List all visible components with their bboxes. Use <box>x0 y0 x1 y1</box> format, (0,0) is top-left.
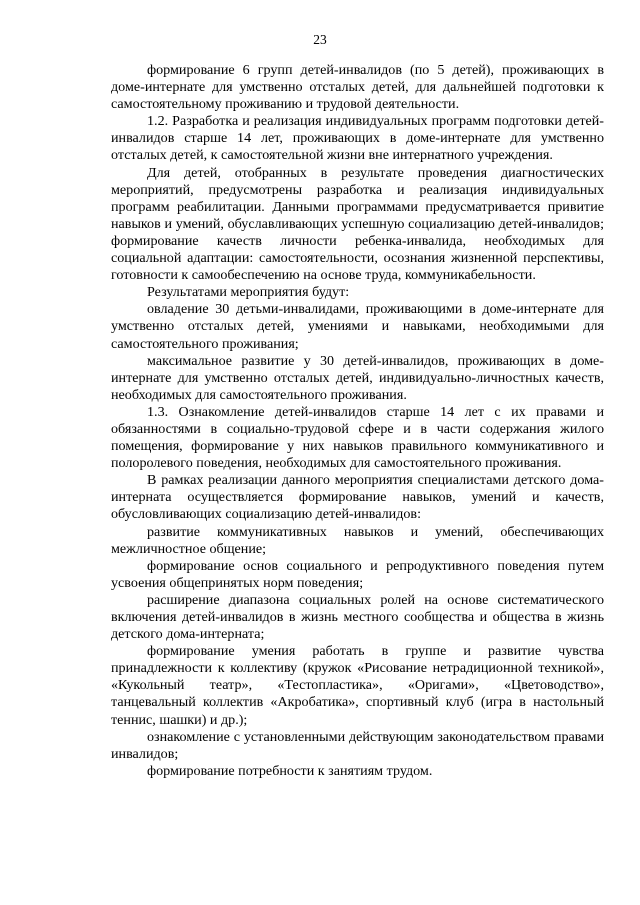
paragraph: формирование потребности к занятиям трудом. <box>147 762 433 779</box>
paragraph: овладение 30 детьми-инвалидами, проживающими в доме-интернате для умственно отсталых детей, умениями и навыками, необходимыми для самостоятельного проживания; <box>111 301 604 352</box>
paragraph: развитие коммуникативных навыков и умений, обеспечивающих межличностное общение; <box>111 523 604 557</box>
paragraph: формирование 6 групп детей-инвалидов (по 5 детей), проживающих в доме-интернате для умственно отсталых детей, для дальнейшей подготовки к самостоятельному проживанию и трудовой деятельности. <box>111 62 604 113</box>
paragraph: Для детей, отобранных в результате проведения диагностических мероприятий, предусмотрены разработка и реализация индивидуальных программ реабилитации. Данными программами предусматривается привитие навыков и умений, обуславливающих успешную социализацию детей-инвалидов; формирование качеств личности ребенка-инвалида, необходимых для социальной адаптации: самостоятельности, осознания жизненной перспективы, готовности к самообеспечению на основе труда, коммуникабельности. <box>111 164 604 284</box>
paragraph: ознакомление с установленными действующим законодательством правами инвалидов; <box>111 728 604 762</box>
paragraph: расширение диапазона социальных ролей на основе систематического включения детей-инвалидов в жизнь местного сообщества и общества в жизнь детского дома-интерната; <box>111 591 604 643</box>
paragraph: 1.3. Ознакомление детей-инвалидов старше 14 лет с их правами и обязанностями в социально-трудовой сфере и в части содержания жилого помещения, формирование у них навыков правильного коммуникативного и полоролевого поведения, необходимых для самостоятельного проживания. <box>111 403 604 472</box>
paragraph: формирование умения работать в группе и развитие чувства принадлежности к коллективу (кружок «Рисование нетрадиционной техникой», «Кукольный театр», «Тестопластика», «Оригами», «Цветоводство», танцевальный коллектив «Акробатика», спортивный клуб (игра в настольный теннис, шашки) и др.); <box>111 643 604 728</box>
paragraph: В рамках реализации данного мероприятия специалистами детского дома-интерната осуществляется формирование навыков, умений и качеств, обусловливающих социализацию детей-инвалидов: <box>111 472 604 523</box>
page-body <box>111 62 604 780</box>
page-number: 23 <box>313 32 327 47</box>
paragraph: формирование основ социального и репродуктивного поведения путем усвоения общепринятых норм поведения; <box>111 557 604 591</box>
paragraph: максимальное развитие у 30 детей-инвалидов, проживающих в доме-интернате для умственно отсталых детей, индивидуально-личностных качеств, необходимых для самостоятельного проживания. <box>111 352 604 403</box>
paragraph: Результатами мероприятия будут: <box>147 284 350 301</box>
paragraph: 1.2. Разработка и реализация индивидуальных программ подготовки детей-инвалидов старше 14 лет, проживающих в доме-интернате для умственно отсталых детей, к самостоятельной жизни вне интернатного учреждения. <box>111 113 604 164</box>
